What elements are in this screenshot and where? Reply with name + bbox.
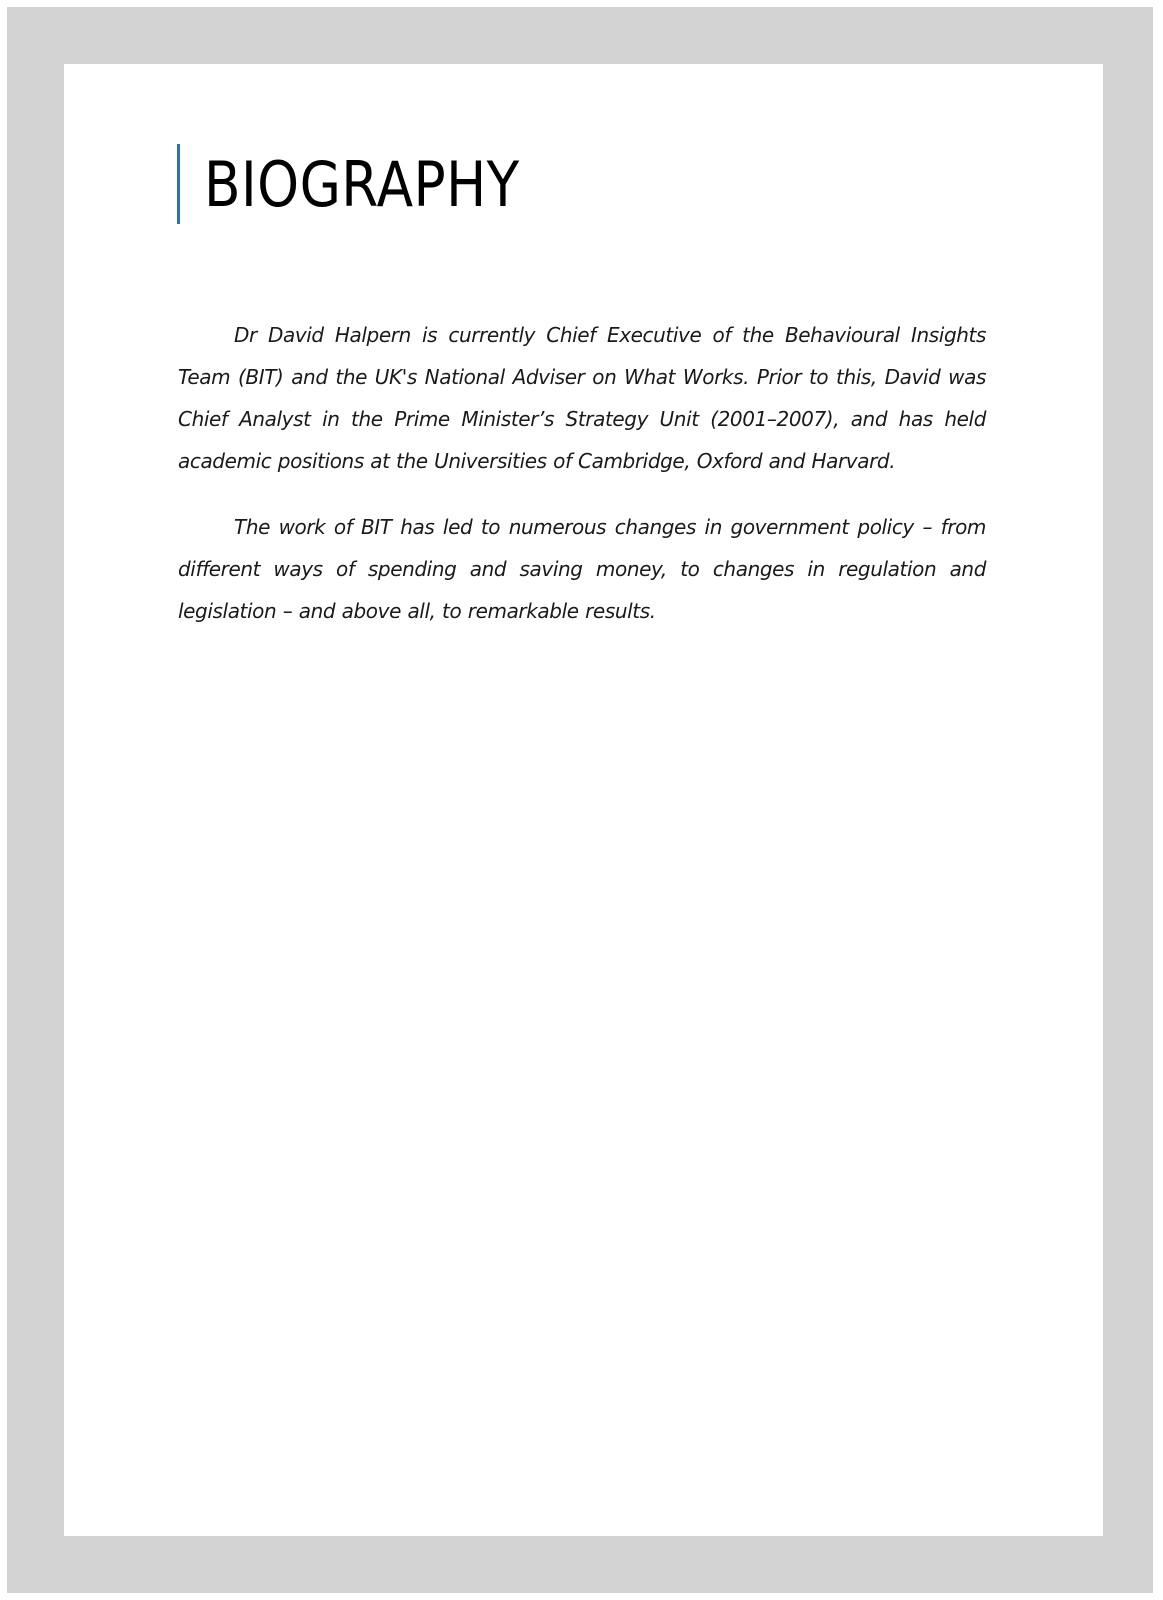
document-page — [64, 64, 1103, 1536]
biography-body — [178, 314, 986, 656]
page-frame — [7, 7, 1153, 1593]
title-accent-bar — [177, 144, 180, 224]
page-title: BIOGRAPHY — [204, 148, 520, 221]
biography-paragraph-1: Dr David Halpern is currently Chief Executive of the Behavioural Insights Team (BIT) and the UK's National Adviser on What Works. Prior to this, David was Chief Analyst in the Prime Minister’s Strategy Unit (2001–2007), and has held academic positions at the Universities of Cambridge, Oxford and Harvard. — [178, 323, 986, 473]
biography-paragraph-2: The work of BIT has led to numerous changes in government policy – from different ways of spending and saving money, to changes in regulation and legislation – and above all, to remarkable results. — [178, 515, 986, 623]
